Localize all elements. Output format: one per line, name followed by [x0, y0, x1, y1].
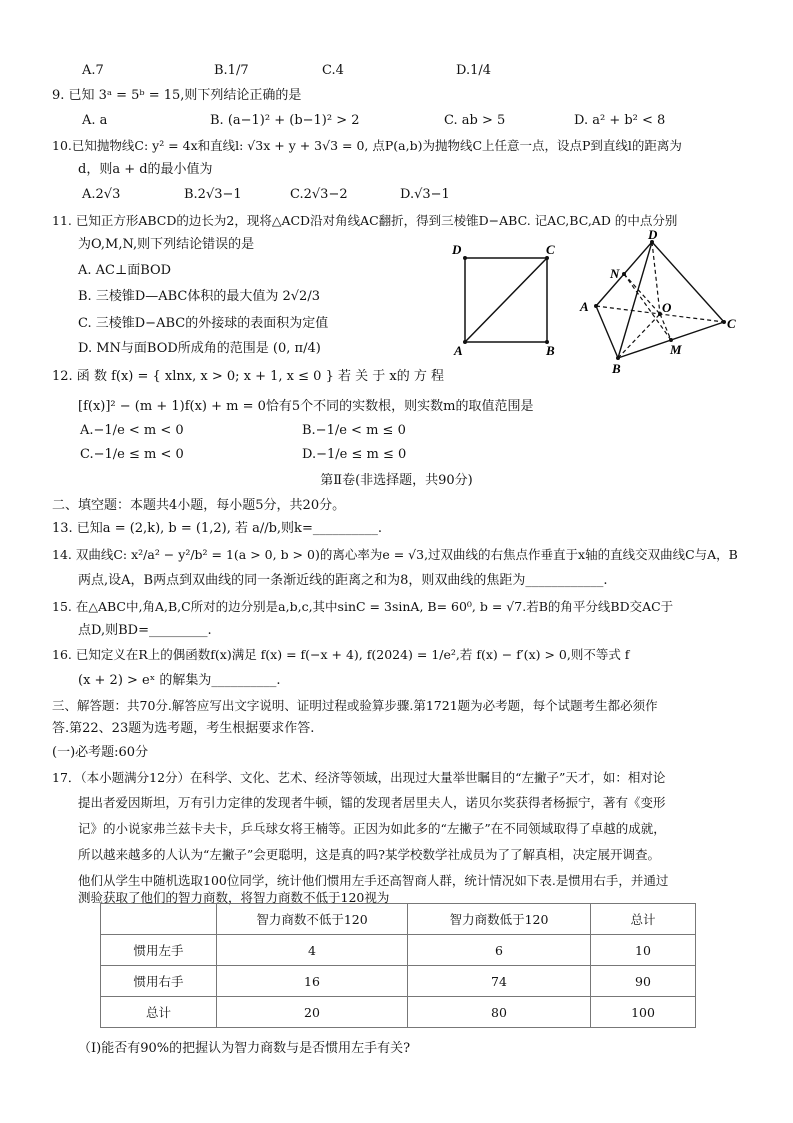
q17-line3: 记》的小说家弗兰兹卡夫卡，乒乓球女将王楠等。正因为如此多的“左撇子”在不同领域取得了卓越的成就，	[78, 821, 666, 836]
q17-line6: 测验获取了他们的智力商数，将智力商数不低于120视为	[78, 890, 390, 905]
option-a: A.7	[82, 63, 104, 78]
q9-option-c: C. ab > 5	[444, 113, 506, 128]
q16-line2: (x + 2) > eˣ 的解集为__________.	[78, 673, 281, 688]
q15-line1: 15. 在△ABC中,角A,B,C所对的边分别是a,b,c,其中sinC = 3sinA, B= 60⁰, b = √7.若B的角平分线BD交AC于	[52, 599, 674, 614]
table-row	[101, 997, 696, 1028]
table-cell: 惯用右手	[101, 966, 217, 997]
table-cell: 总计	[101, 997, 217, 1028]
q11-option-d: D. MN与面BOD所成角的范围是 (0, π/4)	[78, 341, 321, 356]
q17-question1: （Ⅰ)能否有90%的把握认为智力商数与是否惯用左手有关?	[78, 1041, 411, 1056]
q13: 13. 已知a = (2,k), b = (1,2), 若 a//b,则k=__________.	[52, 521, 382, 536]
q10-line2: d，则a + d的最小值为	[78, 162, 213, 177]
tetra-label-b: B	[612, 361, 621, 376]
q9-option-a: A. a	[82, 113, 108, 128]
table-cell: 16	[217, 966, 408, 997]
q12-option-c: C.−1/e ≤ m < 0	[80, 447, 184, 462]
option-d: D.1/4	[456, 63, 492, 78]
q11-line1: 11. 已知正方形ABCD的边长为2，现将△ACD沿对角线AC翻折，得到三棱锥D−ABC. 记AC,BC,AD 的中点分别	[52, 213, 678, 228]
q9-option-d: D. a² + b² < 8	[574, 113, 666, 128]
fill-header: 二、填空题：本题共4小题，每小题5分，共20分。	[52, 498, 346, 513]
q9-stem: 9. 已知 3ᵃ = 5ᵇ = 15,则下列结论正确的是	[52, 88, 302, 103]
q12-line2: [f(x)]² − (m + 1)f(x) + m = 0恰有5个不同的实数根，则实数m的取值范围是	[78, 399, 534, 414]
q12-option-b: B.−1/e < m ≤ 0	[302, 423, 406, 438]
table-cell: 惯用左手	[101, 935, 217, 966]
table-cell: 90	[591, 966, 696, 997]
square-label-b: B	[546, 343, 555, 358]
square-label-d: D	[452, 242, 462, 257]
part2-title: 第Ⅱ卷(非选择题，共90分)	[320, 473, 473, 488]
square-diagonal	[465, 258, 547, 342]
q14-line2: 两点,设A，B两点到双曲线的同一条渐近线的距离之和为8，则双曲线的焦距为____________.	[78, 573, 608, 588]
q10-option-c: C.2√3−2	[290, 187, 348, 202]
q11-line2: 为O,M,N,则下列结论错误的是	[78, 237, 255, 252]
q10-option-a: A.2√3	[82, 187, 121, 202]
required-header: (一)必考题:60分	[52, 745, 149, 760]
q11-option-c: C. 三棱锥D−ABC的外接球的表面积为定值	[78, 316, 329, 331]
q17-line2: 提出者爱因斯坦，万有引力定律的发现者牛顿，镭的发现者居里夫人，诺贝尔奖获得者杨振宁，著有《变形	[78, 795, 666, 810]
tetra-label-c: C	[727, 316, 736, 331]
tetra-label-o: O	[662, 300, 672, 315]
table-cell: 20	[217, 997, 408, 1028]
solve-header-line2: 答.第22、23题为选考题，考生根据要求作答.	[52, 721, 315, 736]
tetrahedron-figure	[574, 230, 744, 376]
tetra-label-m: M	[670, 342, 682, 357]
table-cell: 80	[408, 997, 591, 1028]
q12-line1: 12. 函 数 f(x) = { xlnx, x > 0; x + 1, x ≤ 0 } 若 关 于 x的 方 程	[52, 369, 444, 384]
q15-line2: 点D,则BD=_________.	[78, 623, 212, 638]
option-b: B.1/7	[214, 63, 249, 78]
q17-line5: 他们从学生中随机选取100位同学，统计他们惯用左手还高智商人群，统计情况如下表.是惯用右手，并通过	[78, 873, 669, 888]
option-c: C.4	[322, 63, 344, 78]
q10-option-b: B.2√3−1	[184, 187, 242, 202]
table-cell: 4	[217, 935, 408, 966]
stats-table	[100, 903, 696, 1028]
q12-option-d: D.−1/e ≤ m ≤ 0	[302, 447, 407, 462]
square-label-c: C	[546, 242, 555, 257]
table-header-cell: 智力商数低于120	[408, 904, 591, 935]
tetra-label-d: D	[648, 230, 658, 242]
q14-line1: 14. 双曲线C: x²/a² − y²/b² = 1(a > 0, b > 0)的离心率为e = √3,过双曲线的右焦点作垂直于x轴的直线交双曲线C与A，B	[52, 547, 738, 562]
table-cell: 100	[591, 997, 696, 1028]
square-label-a: A	[454, 343, 463, 358]
table-header-cell	[101, 904, 217, 935]
table-header-row	[101, 904, 696, 935]
table-header-cell: 智力商数不低于120	[217, 904, 408, 935]
q10-option-d: D.√3−1	[400, 187, 450, 202]
tetra-label-a: A	[580, 299, 589, 314]
square-figure	[448, 236, 568, 360]
q9-option-b: B. (a−1)² + (b−1)² > 2	[210, 113, 360, 128]
table-row	[101, 935, 696, 966]
table-row	[101, 966, 696, 997]
q10-line1: 10.已知抛物线C: y² = 4x和直线l: √3x + y + 3√3 = 0, 点P(a,b)为抛物线C上任意一点，设点P到直线l的距离为	[52, 138, 682, 153]
q17-line1: 17．（本小题满分12分）在科学、文化、艺术、经济等领域，出现过大量举世瞩目的“左撇子”天才，如：相对论	[52, 770, 666, 785]
q11-option-b: B. 三棱锥D—ABC体积的最大值为 2√2/3	[78, 289, 320, 304]
tetra-label-n: N	[610, 266, 620, 281]
q11-option-a: A. AC⊥面BOD	[78, 263, 172, 278]
q12-option-a: A.−1/e < m < 0	[80, 423, 184, 438]
table-cell: 74	[408, 966, 591, 997]
table-cell: 10	[591, 935, 696, 966]
table-cell: 6	[408, 935, 591, 966]
q17-line4: 所以越来越多的人认为“左撇子”会更聪明，这是真的吗?某学校数学社成员为了了解真相，决定展开调查。	[78, 847, 660, 862]
solve-header-line1: 三、解答题：共70分.解答应写出文字说明、证明过程或验算步骤.第1721题为必考题，每个试题考生都必须作	[52, 698, 658, 713]
q16-line1: 16. 已知定义在R上的偶函数f(x)满足 f(x) = f(−x + 4), f(2024) = 1/e²,若 f(x) − f′(x) > 0,则不等式 f	[52, 647, 630, 662]
table-header-cell: 总计	[591, 904, 696, 935]
